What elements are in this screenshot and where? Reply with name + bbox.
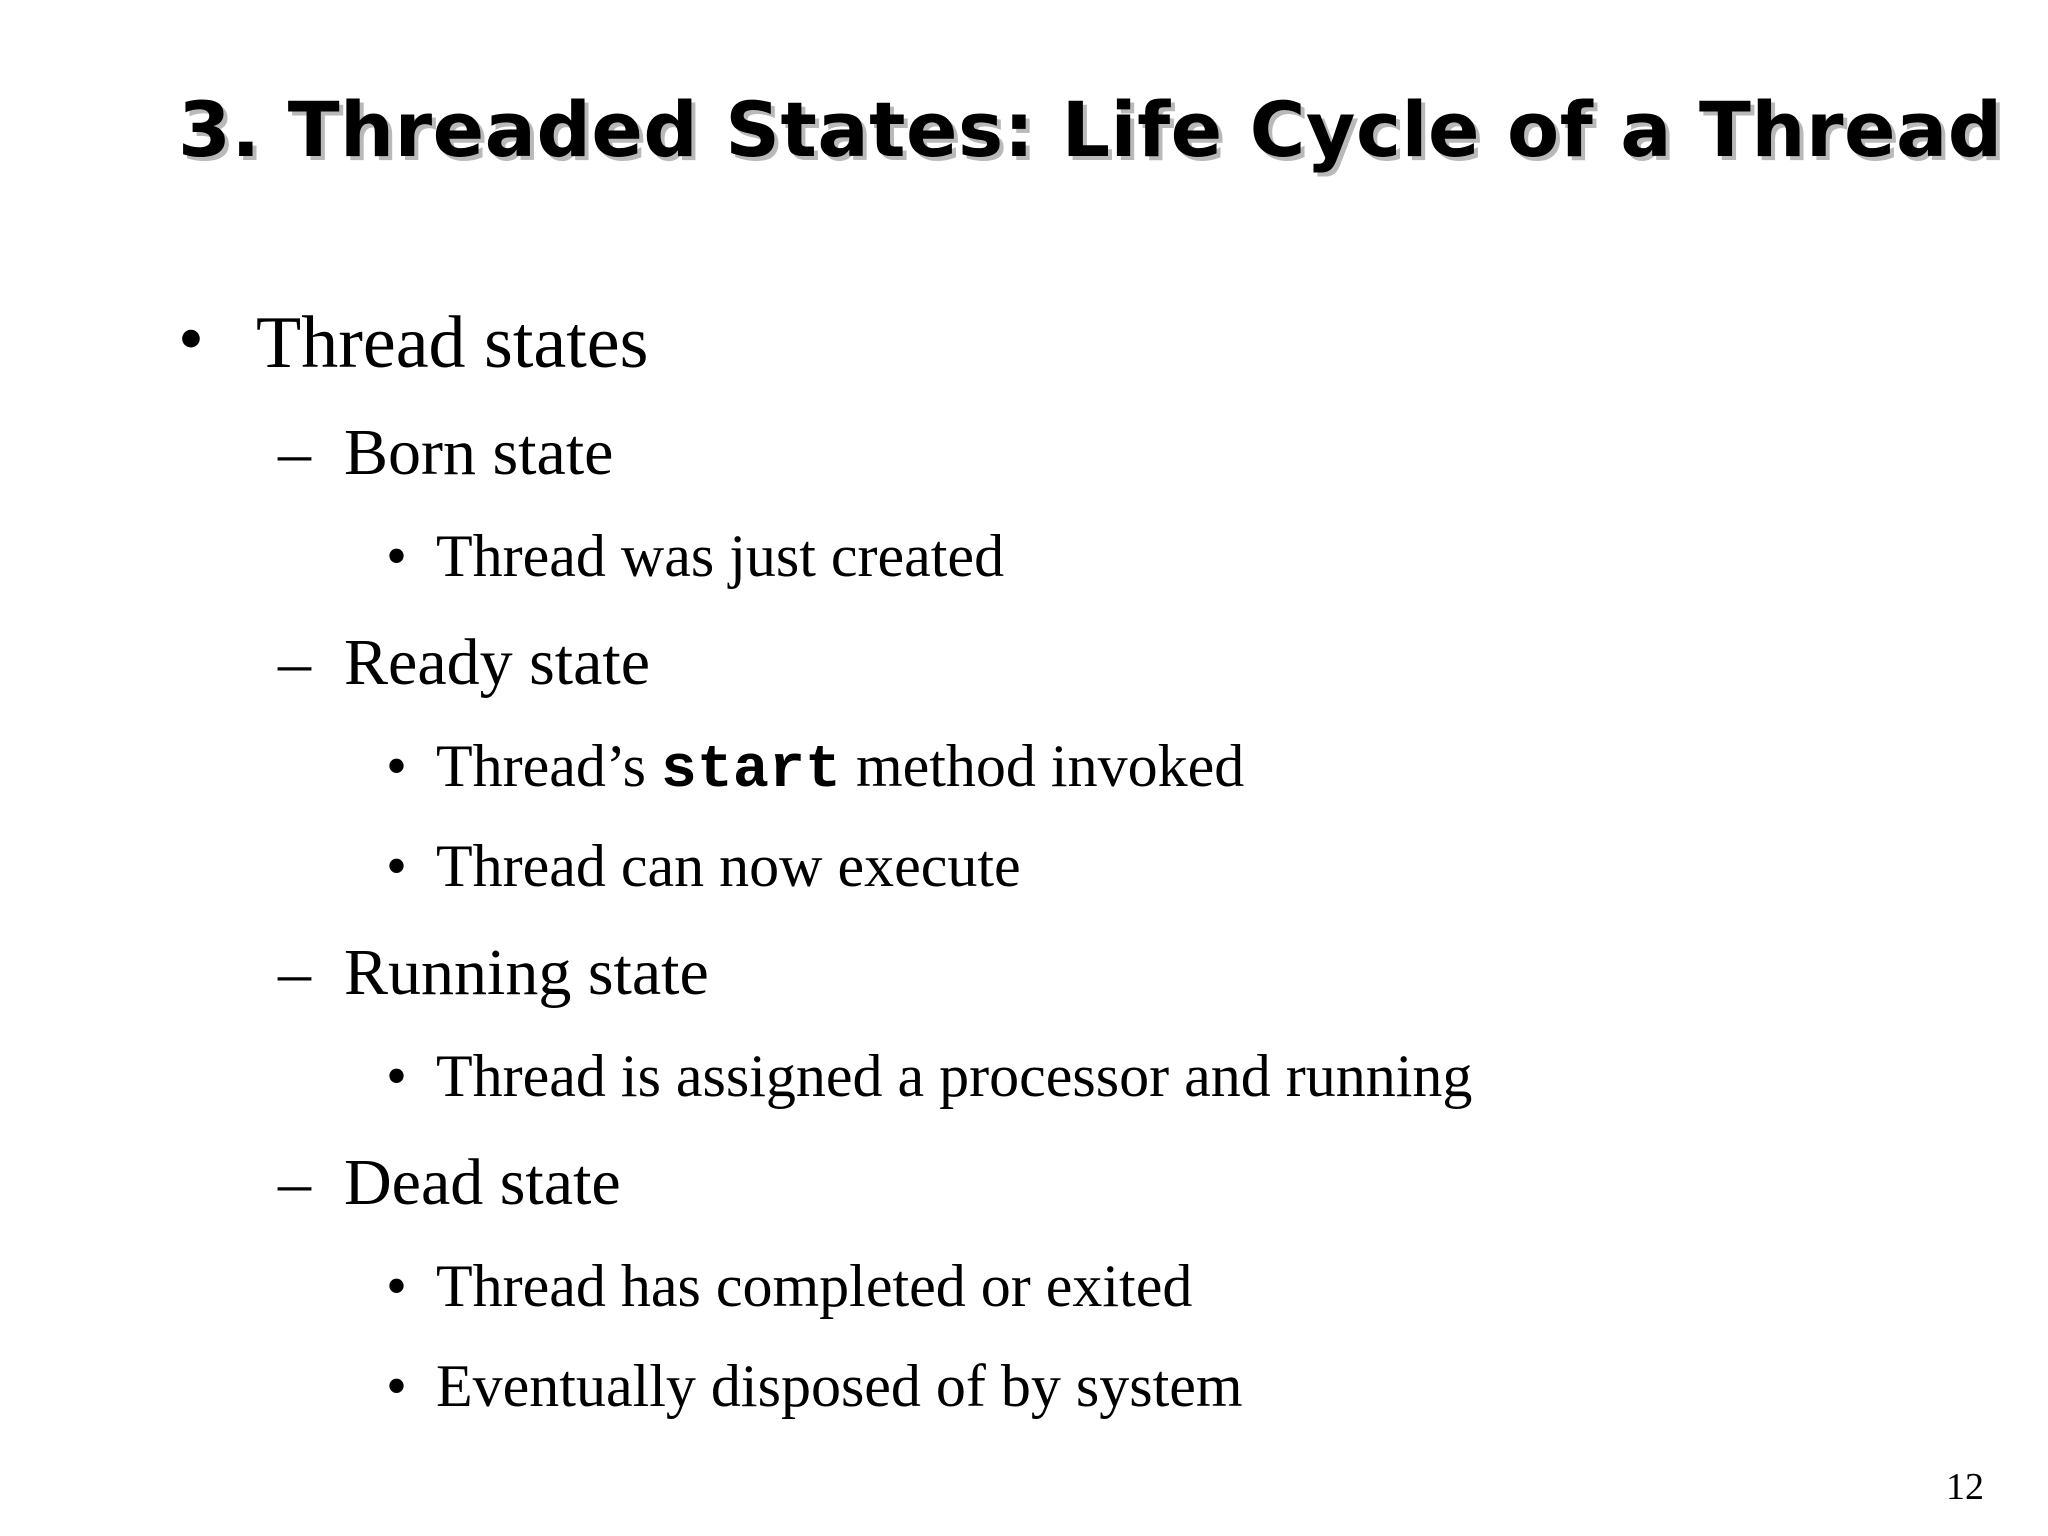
bullet-icon: • [386, 1353, 408, 1419]
subitem-dead-disposed: Eventually disposed of by system [436, 1353, 1243, 1419]
bullet-icon: • [386, 733, 408, 799]
bullet-icon: • [386, 523, 408, 589]
start-method-code: start [660, 737, 841, 805]
subitem-ready-start-pre: Thread’s [436, 733, 661, 799]
subitem-ready-start [436, 733, 1245, 805]
subitem-dead-completed: Thread has completed or exited [436, 1253, 1193, 1319]
subitem-ready-start-post: method invoked [840, 733, 1245, 799]
subitem-running-processor: Thread is assigned a processor and running [436, 1043, 1473, 1109]
bullet-icon: • [386, 1253, 408, 1319]
item-dead-state: Dead state [344, 1146, 621, 1219]
slide-title: 3. Threaded States: Life Cycle of a Thread [178, 85, 2003, 174]
dash-icon: – [278, 626, 311, 699]
dash-icon: – [278, 936, 311, 1009]
bullet-icon: • [386, 833, 408, 899]
bullet-thread-states: Thread states [256, 302, 649, 384]
item-running-state: Running state [344, 936, 709, 1009]
item-born-state: Born state [344, 416, 614, 489]
page-number: 12 [1946, 1466, 1984, 1508]
dash-icon: – [278, 416, 311, 489]
item-ready-state: Ready state [344, 626, 651, 699]
dash-icon: – [278, 1146, 311, 1219]
subitem-born-created: Thread was just created [436, 523, 1005, 589]
subitem-ready-execute: Thread can now execute [436, 833, 1021, 899]
bullet-icon: • [178, 298, 204, 380]
bullet-icon: • [386, 1043, 408, 1109]
